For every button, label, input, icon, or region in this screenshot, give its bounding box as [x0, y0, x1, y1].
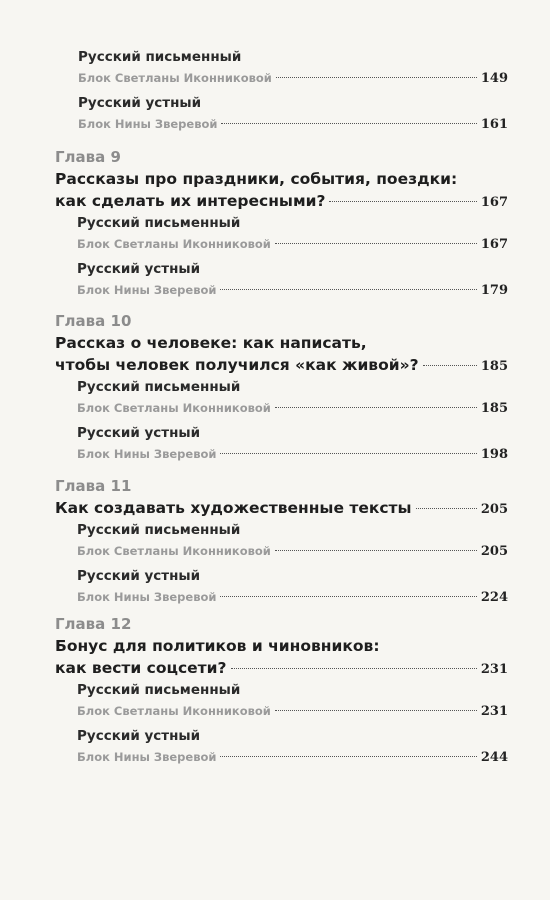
toc-subsection-author: Блок Светланы Иконниковой	[78, 71, 272, 85]
toc-subsection-author: Блок Нины Зверевой	[77, 750, 217, 764]
toc-subsection-author: Блок Нины Зверевой	[77, 283, 217, 297]
toc-subsection-entry	[77, 541, 508, 561]
toc-subsection-list	[77, 679, 508, 767]
toc-subsection-title: Русский устный	[77, 728, 201, 744]
toc-chapter-10	[55, 310, 508, 464]
toc-intro-block	[78, 46, 508, 134]
page-number: 231	[480, 662, 508, 677]
toc-subsection-entry	[78, 114, 508, 134]
toc-subsection-list	[77, 212, 508, 300]
toc-subsection-author: Блок Нины Зверевой	[78, 117, 218, 131]
page-number: 205	[480, 502, 508, 517]
toc-subsection-entry	[77, 747, 508, 767]
chapter-label: Глава 11	[55, 477, 132, 495]
chapter-title-entry	[55, 497, 508, 519]
toc-subsection-title: Русский устный	[77, 261, 201, 277]
toc-subsection-author: Блок Нины Зверевой	[77, 590, 217, 604]
toc-subsection-entry	[77, 701, 508, 721]
chapter-title-line: Рассказ о человеке: как написать,	[55, 334, 367, 352]
toc-subsection-title: Русский письменный	[78, 49, 242, 65]
chapter-title-line: Как создавать художественные тексты	[55, 499, 412, 517]
dot-leader	[220, 453, 476, 454]
chapter-title-entry	[55, 657, 508, 679]
toc-chapter-9	[55, 146, 508, 300]
dot-leader	[220, 289, 476, 290]
chapter-title-line: чтобы человек получился «как живой»?	[55, 356, 419, 374]
toc-subsection-entry	[77, 398, 508, 418]
dot-leader	[423, 365, 477, 366]
toc-subsection-author: Блок Светланы Иконниковой	[77, 401, 271, 415]
dot-leader	[231, 668, 477, 669]
toc-subsection-list	[77, 519, 508, 607]
chapter-title-entry	[55, 354, 508, 376]
toc-subsection-entry	[78, 68, 508, 88]
toc-subsection-title: Русский письменный	[77, 682, 241, 698]
chapter-title-line: Рассказы про праздники, события, поездки:	[55, 170, 458, 188]
chapter-label: Глава 12	[55, 615, 132, 633]
toc-subsection-title: Русский письменный	[77, 522, 241, 538]
toc-chapter-12	[55, 613, 508, 767]
toc-subsection-author: Блок Светланы Иконниковой	[77, 704, 271, 718]
toc-subsection-entry	[77, 587, 508, 607]
dot-leader	[220, 756, 476, 757]
page-number: 185	[480, 401, 508, 416]
page-number: 167	[480, 195, 508, 210]
chapter-title-entry	[55, 190, 508, 212]
dot-leader	[220, 596, 476, 597]
toc-subsection-title: Русский письменный	[77, 215, 241, 231]
toc-subsection-entry	[77, 234, 508, 254]
page-number: 244	[480, 750, 508, 765]
dot-leader	[275, 550, 477, 551]
toc-subsection-author: Блок Светланы Иконниковой	[77, 544, 271, 558]
toc-subsection-entry	[77, 444, 508, 464]
dot-leader	[275, 407, 477, 408]
toc-chapter-11	[55, 475, 508, 607]
page-number: 167	[480, 237, 508, 252]
chapter-label: Глава 10	[55, 312, 132, 330]
dot-leader	[275, 243, 477, 244]
toc-subsection-title: Русский устный	[77, 425, 201, 441]
chapter-label: Глава 9	[55, 148, 121, 166]
page-number: 179	[480, 283, 508, 298]
page-number: 205	[480, 544, 508, 559]
toc-subsection-title: Русский устный	[77, 568, 201, 584]
dot-leader	[221, 123, 476, 124]
page-number: 198	[480, 447, 508, 462]
dot-leader	[329, 201, 476, 202]
page-number: 231	[480, 704, 508, 719]
toc-subsection-title: Русский устный	[78, 95, 202, 111]
page-number: 185	[480, 359, 508, 374]
page-number: 224	[480, 590, 508, 605]
toc-subsection-title: Русский письменный	[77, 379, 241, 395]
toc-subsection-author: Блок Светланы Иконниковой	[77, 237, 271, 251]
chapter-title-line: как вести соцсети?	[55, 659, 227, 677]
toc-subsection-list	[77, 376, 508, 464]
toc-subsection-entry	[77, 280, 508, 300]
chapter-title-line: Бонус для политиков и чиновников:	[55, 637, 380, 655]
chapter-title-line: как сделать их интересными?	[55, 192, 326, 210]
toc-subsection-author: Блок Нины Зверевой	[77, 447, 217, 461]
page-number: 161	[480, 117, 508, 132]
dot-leader	[276, 77, 477, 78]
dot-leader	[416, 508, 477, 509]
dot-leader	[275, 710, 477, 711]
page-number: 149	[480, 71, 508, 86]
